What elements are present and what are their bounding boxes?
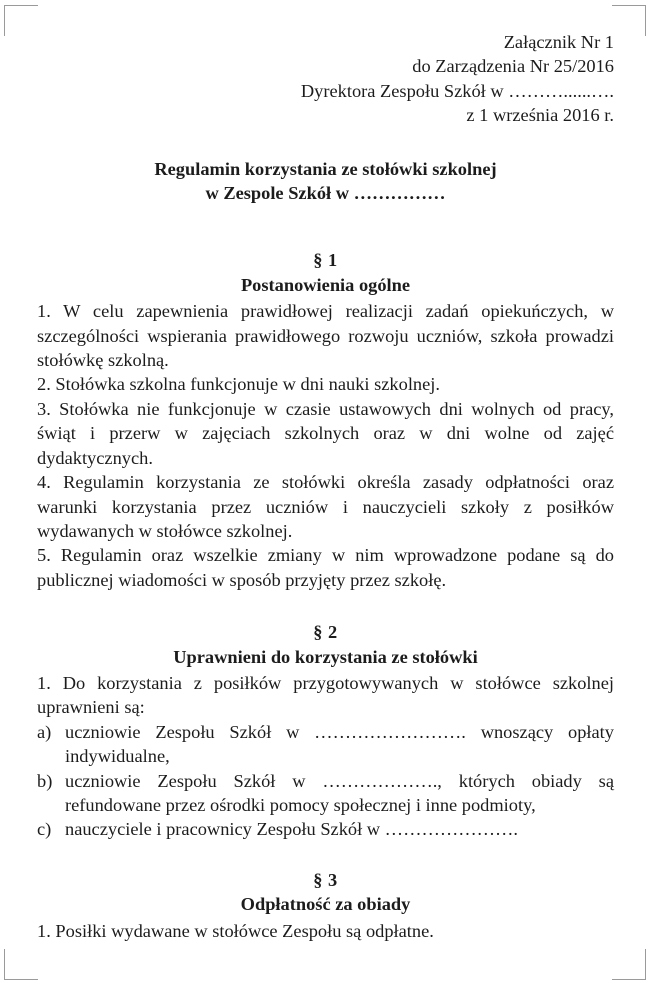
section-1-heading: Postanowienia ogólne (240, 274, 411, 295)
section-3-sign: § 3 (313, 869, 338, 890)
section-3-header (37, 868, 614, 917)
section-1-paragraph-2: 2. Stołówka szkolna funkcjonuje w dni nauki szkolnej. (37, 374, 440, 395)
list-marker: b) (37, 770, 53, 791)
document-title (37, 157, 614, 206)
annex-line-1: Załącznik Nr 1 (503, 32, 614, 52)
section-2-heading: Uprawnieni do korzystania ze stołówki (173, 646, 478, 667)
section-1-paragraph-5: 5. Regulamin oraz wszelkie zmiany w nim wprowadzone podane są do publicznej wiadomości w sposób przyjęty przez szkołę. (37, 545, 614, 590)
list-item-text: uczniowie Zespołu Szkół w ……………………. wnoszący opłaty indywidualne, (65, 721, 614, 767)
crop-mark-top-left (4, 5, 38, 36)
crop-mark-bottom-right (612, 949, 646, 980)
section-2-item-c (37, 817, 614, 841)
section-2-sign: § 2 (313, 622, 338, 643)
section-1-paragraph-1: 1. W celu zapewnienia prawidłowej realizacji zadań opiekuńczych, w szczególności wspierania prawidłowego rozwoju uczniów, szkoła prowadzi stołówkę szkolną. (37, 301, 614, 371)
section-1-header (37, 248, 614, 297)
document-title-line-1: Regulamin korzystania ze stołówki szkolnej (154, 158, 497, 179)
crop-mark-bottom-left (4, 949, 38, 980)
section-2-item-b (37, 769, 614, 818)
list-marker: a) (37, 721, 52, 742)
section-3-paragraph-1: 1. Posiłki wydawane w stołówce Zespołu są odpłatne. (37, 920, 434, 941)
document-title-line-2: w Zespole Szkół w …………… (205, 183, 446, 204)
section-1-paragraph-4: 4. Regulamin korzystania ze stołówki określa zasady odpłatności oraz warunki korzystania przez uczniów i nauczycieli szkoły z posiłków wydawanych w stołówce szkolnej. (37, 472, 614, 541)
section-3-heading: Odpłatność za obiady (240, 894, 411, 915)
section-2-item-a (37, 720, 614, 769)
section-2-header (37, 620, 614, 669)
section-1-body (37, 299, 614, 592)
section-2-body (37, 671, 614, 842)
annex-header (37, 30, 614, 128)
annex-line-4: z 1 września 2016 r. (466, 105, 614, 126)
section-1-sign: § 1 (313, 250, 338, 271)
list-item-text: nauczyciele i pracownicy Zespołu Szkół w …………………. (65, 819, 519, 840)
annex-line-2: do Zarządzenia Nr 25/2016 (412, 56, 614, 77)
section-1-paragraph-3: 3. Stołówka nie funkcjonuje w czasie ustawowych dni wolnych od pracy, świąt i przerw w zajęciach szkolnych oraz w dni wolne od zajęć dydaktycznych. (37, 398, 614, 468)
section-3-body (37, 919, 614, 943)
list-marker: c) (37, 819, 52, 840)
list-item-text: uczniowie Zespołu Szkół w ………………., których obiady są refundowane przez ośrodki pomocy społecznej i inne podmioty, (65, 770, 614, 815)
section-2-paragraph-1: 1. Do korzystania z posiłków przygotowywanych w stołówce szkolnej uprawnieni są: (37, 672, 614, 718)
annex-line-3: Dyrektora Zespołu Szkół w ………......…. (300, 80, 614, 101)
crop-mark-top-right (612, 5, 646, 36)
document-page (37, 30, 614, 943)
